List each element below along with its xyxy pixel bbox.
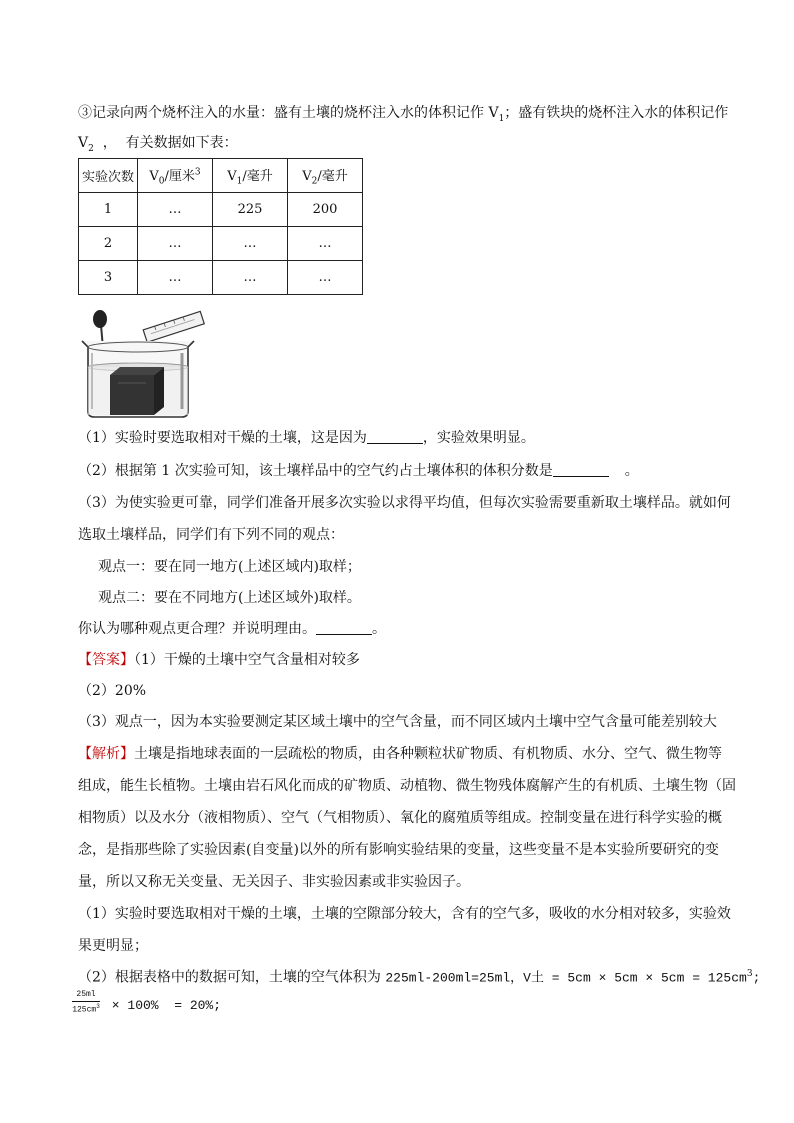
- answer-tag: 【答案】: [78, 652, 134, 668]
- table-cell: 2: [79, 227, 138, 261]
- table-cell: …: [138, 261, 213, 295]
- table-cell: 200: [288, 193, 363, 227]
- analysis-point-1-line-1: （1）实验时要选取相对干燥的土壤，土壤的空隙部分较大，含有的空气多，吸收的水分相对较多，实验效: [78, 906, 731, 922]
- subscript: 2: [88, 143, 94, 154]
- answer-line-1: 【答案】（1）干燥的土壤中空气含量相对较多: [78, 652, 360, 668]
- analysis-line-5: 量，所以又称无关变量、无关因子、非实验因素或非实验因子。: [78, 874, 470, 890]
- subscript: 1: [498, 113, 505, 124]
- intro-text: ， 有关数据如下表：: [93, 135, 238, 151]
- calculation: 225ml-200ml=25ml，V土 = 5cm × 5cm × 5cm = 125cm: [385, 970, 747, 986]
- table-header-row: [79, 159, 363, 193]
- viewpoint-1: 观点一：要在同一地方(上述区域内)取样；: [98, 559, 361, 575]
- table-cell: …: [138, 227, 213, 261]
- fraction: [72, 990, 100, 1016]
- analysis-line-3: 相物质）以及水分（液相物质）、空气（气相物质）、氧化的腐殖质等组成。控制变量在进行科学实验的概: [78, 810, 722, 826]
- question-3-line-2: 选取土壤样品，同学们有下列不同的观点：: [78, 527, 344, 543]
- table-cell: 3: [79, 261, 138, 295]
- fraction-denominator: $125cm^3$: [72, 1003, 100, 1015]
- table-header-cell: $V_2/$毫升: [288, 159, 363, 193]
- table-cell: …: [288, 261, 363, 295]
- analysis-line-2: 组成，能生长植物。土壤由岩石风化而成的矿物质、动植物、微生物残体腐解产生的有机质、土壤生物（固: [78, 778, 736, 794]
- table-row: [79, 261, 363, 295]
- answer-blank[interactable]: [553, 462, 609, 477]
- intro-text: ③记录向两个烧杯注入的水量：盛有土壤的烧杯注入水的体积记作 V: [78, 105, 499, 121]
- analysis-tag: 【解析】: [78, 746, 134, 762]
- data-table: [78, 158, 363, 295]
- table-cell: 225: [213, 193, 288, 227]
- table-header-cell: 实验次数: [79, 159, 138, 193]
- intro-text: V: [78, 135, 89, 151]
- table-cell: 1: [79, 193, 138, 227]
- analysis-point-2: （2）根据表格中的数据可知，土壤的空气体积为 225ml-200ml=25ml，V土 = $5cm \times 5cm \times 5cm = 125cm^3$;: [78, 969, 761, 986]
- answer-line-3: （3）观点一，因为本实验要测定某区域土壤中的空气含量，而不同区域内土壤中空气含量可能差别较大: [78, 714, 717, 730]
- table-row: [79, 193, 363, 227]
- beaker-illustration: [78, 305, 210, 420]
- fraction-result: × 100% = 20%;: [104, 998, 222, 1013]
- table-header-cell: $V_1/$毫升: [213, 159, 288, 193]
- table-cell: …: [138, 193, 213, 227]
- answer-blank[interactable]: [367, 429, 423, 444]
- table-row: [79, 227, 363, 261]
- analysis-line-4: 念，是指那些除了实验因素(自变量)以外的所有影响实验结果的变量，这些变量不是本实验所要研究的变: [78, 842, 719, 858]
- fraction-numerator: 25ml: [72, 990, 100, 1002]
- intro-line-1: [78, 103, 728, 129]
- viewpoint-2: 观点二：要在不同地方(上述区域外)取样。: [98, 590, 361, 606]
- table-cell: …: [213, 261, 288, 295]
- intro-text: ；盛有铁块的烧杯注入水的体积记作: [504, 105, 729, 121]
- analysis-point-1-line-2: 果更明显；: [78, 938, 148, 954]
- answer-line-2: （2）20%: [78, 683, 147, 699]
- question-3-ask: 你认为哪种观点更合理？并说明理由。 。: [78, 621, 386, 637]
- table-header-cell: $V_0/$厘米$^3$: [138, 159, 213, 193]
- table-cell: …: [288, 227, 363, 261]
- table-cell: …: [213, 227, 288, 261]
- question-2: （2）根据第 1 次实验可知，该土壤样品中的空气约占土壤体积的体积分数是 。: [78, 463, 639, 479]
- answer-blank[interactable]: [316, 620, 372, 635]
- intro-line-2: [78, 133, 238, 159]
- analysis-line-1: 【解析】土壤是指地球表面的一层疏松的物质，由各种颗粒状矿物质、有机物质、水分、空气、微生物等: [78, 746, 722, 762]
- question-3-line-1: （3）为使实验更可靠，同学们准备开展多次实验以求得平均值，但每次实验需要重新取土壤样品。就如何: [78, 495, 731, 511]
- question-1: （1）实验时要选取相对干燥的土壤，这是因为 ，实验效果明显。: [78, 430, 535, 446]
